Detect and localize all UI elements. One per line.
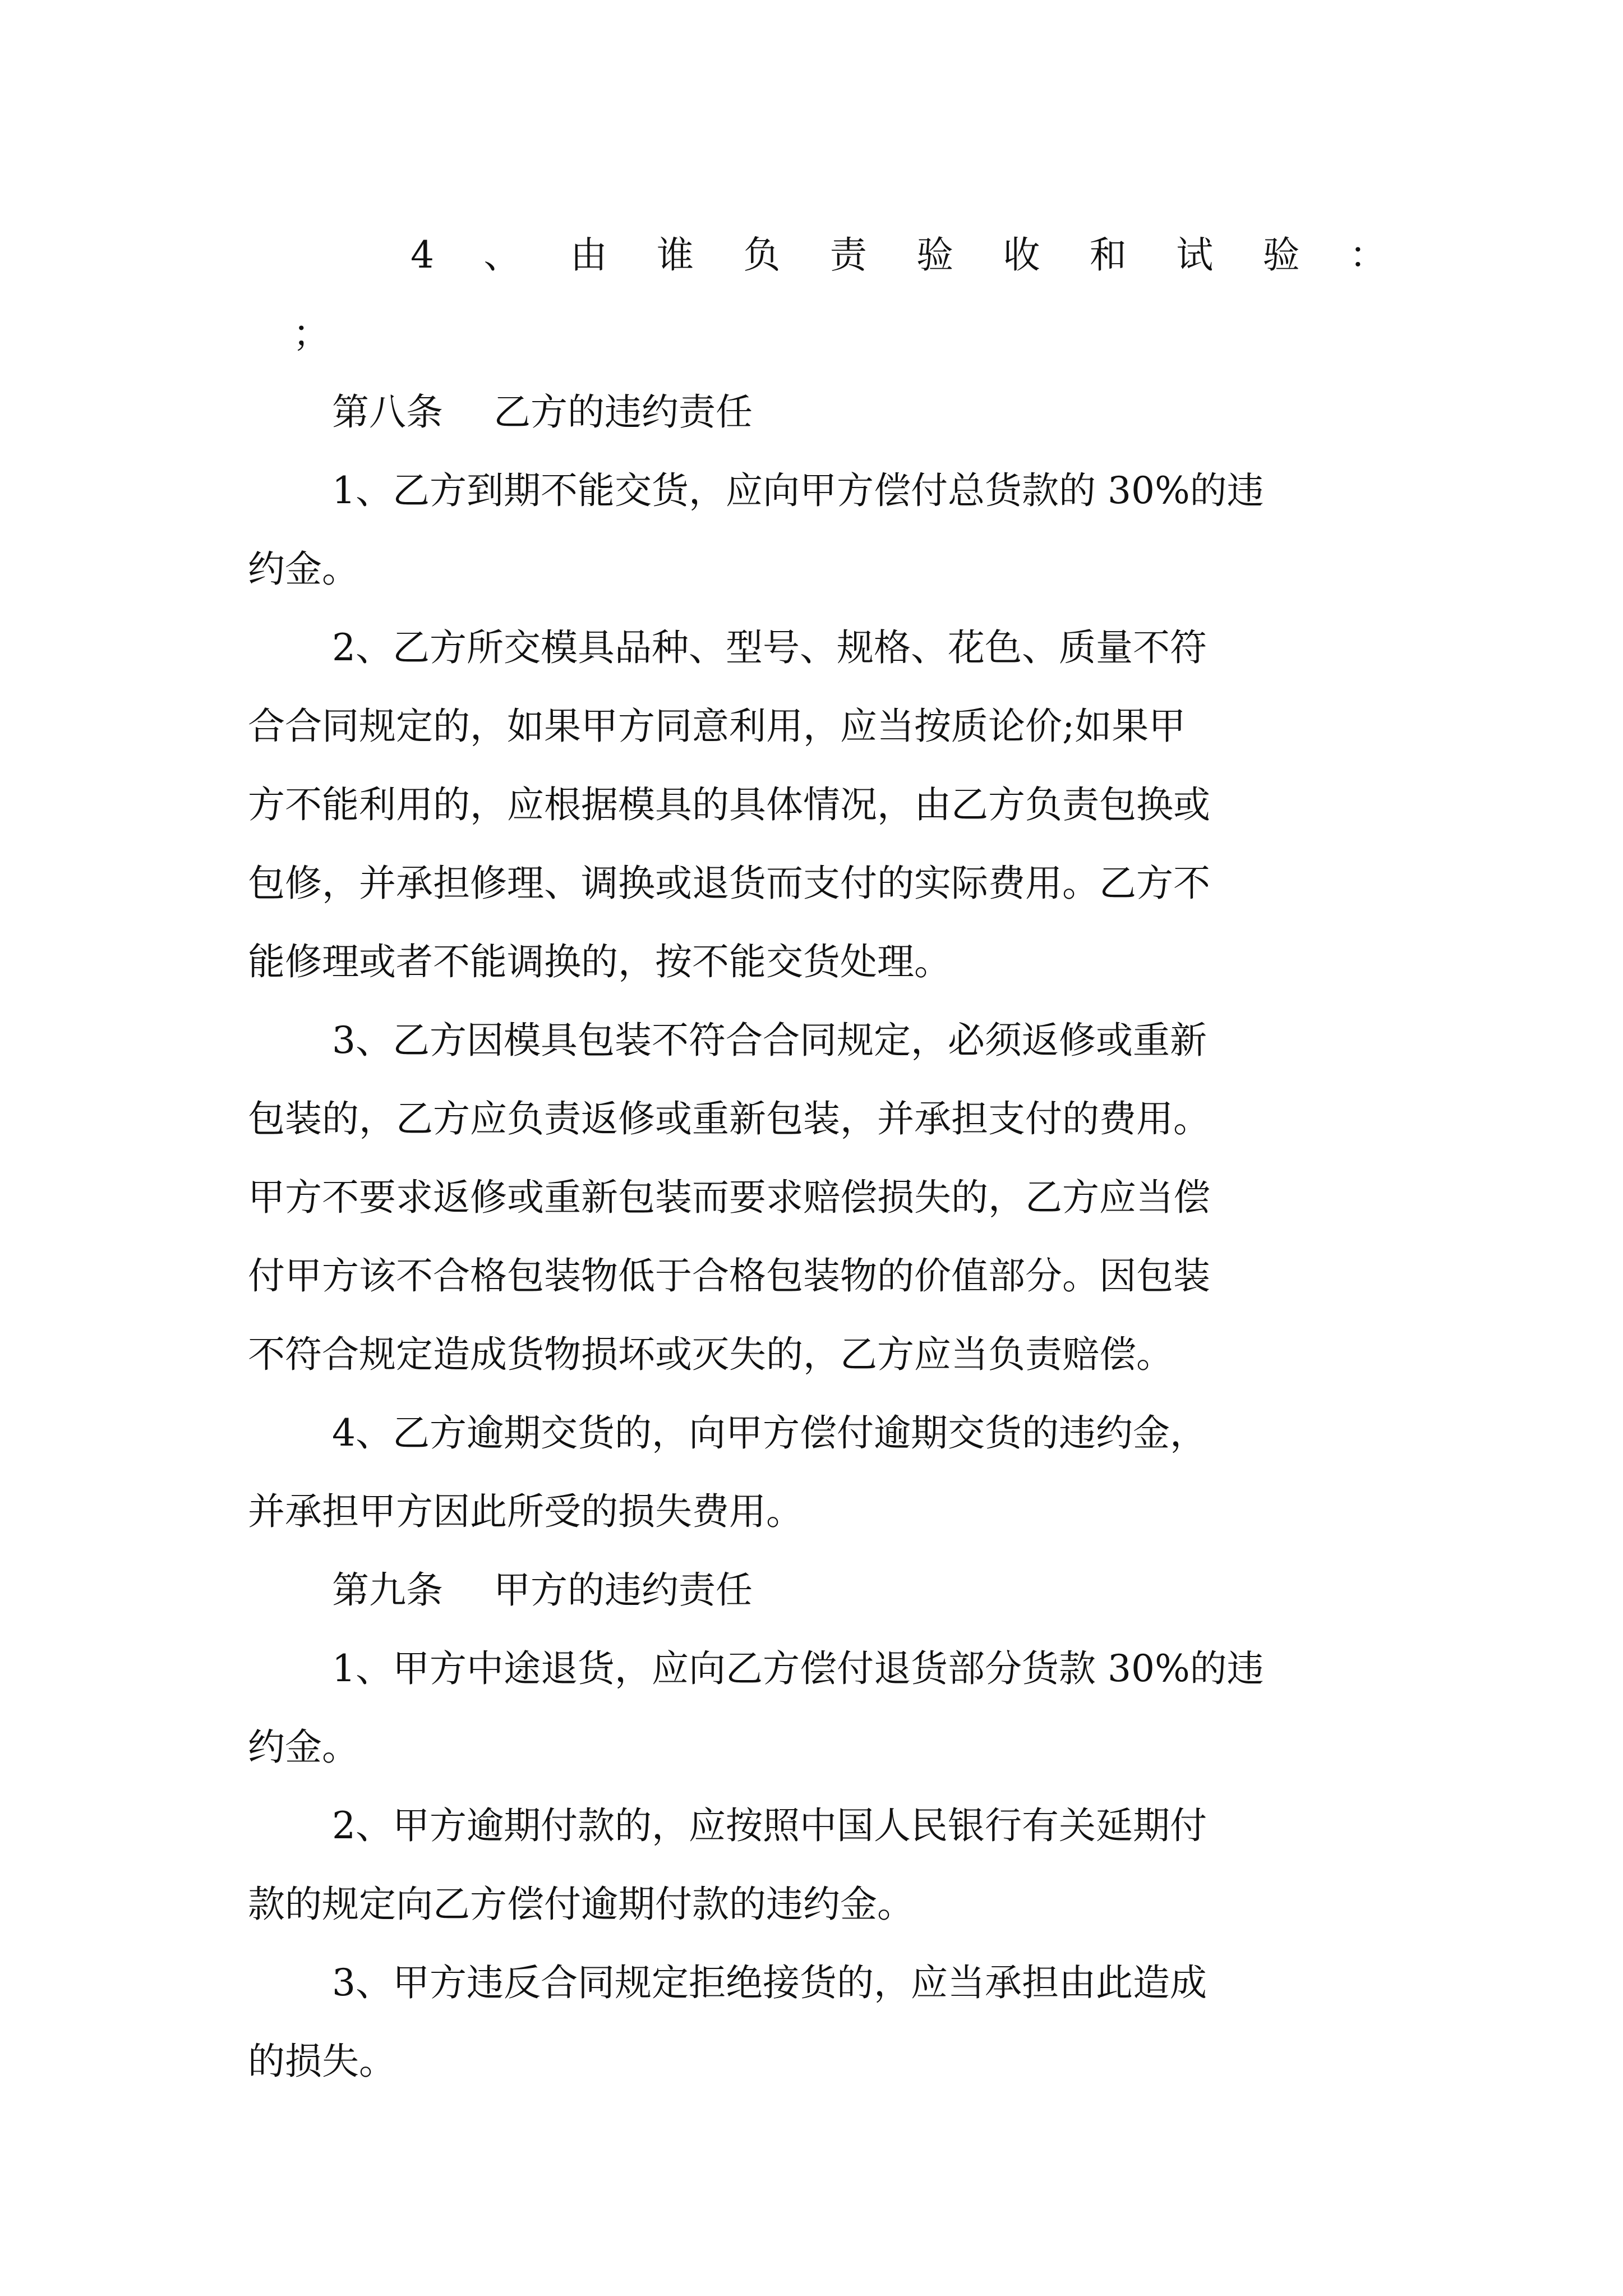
paragraph-line: 款的规定向乙方偿付逾期付款的违约金。 bbox=[248, 1883, 914, 1926]
paragraph-line: 3、甲方违反合同规定拒绝接货的，应当承担由此造成 bbox=[332, 1961, 1207, 2004]
item4-char: 收 bbox=[1003, 233, 1040, 277]
item4-char: 、 bbox=[483, 233, 521, 277]
article9-title: 甲方的违约责任 bbox=[494, 1568, 753, 1612]
item4-char: 由 bbox=[570, 233, 607, 277]
item4-char: 谁 bbox=[657, 233, 694, 277]
item4-char: 负 bbox=[743, 233, 781, 277]
item4-char: 4 bbox=[411, 233, 434, 277]
paragraph-line: 2、乙方所交模具品种、型号、规格、花色、质量不符 bbox=[332, 626, 1207, 669]
article8-title: 乙方的违约责任 bbox=[494, 390, 753, 434]
item4-char: 和 bbox=[1089, 233, 1127, 277]
item4-char: 验 bbox=[916, 233, 954, 277]
item4-char: 责 bbox=[829, 233, 867, 277]
paragraph-line: 并承担甲方因此所受的损失费用。 bbox=[248, 1490, 803, 1533]
paragraph-line: 4、乙方逾期交货的，向甲方偿付逾期交货的违约金， bbox=[332, 1411, 1207, 1455]
item4-line bbox=[248, 216, 1386, 295]
paragraph-line: 的损失。 bbox=[248, 2040, 396, 2083]
paragraph-line: 不符合规定造成货物损坏或灭失的，乙方应当负责赔偿。 bbox=[248, 1333, 1173, 1376]
item4-char: ： bbox=[1349, 233, 1386, 277]
paragraph-line: 1、甲方中途退货，应向乙方偿付退货部分货款 30%的违 bbox=[332, 1647, 1264, 1690]
article9-number: 第九条 bbox=[332, 1568, 443, 1612]
item4-char: 试 bbox=[1176, 233, 1214, 277]
paragraph-line: 甲方不要求返修或重新包装而要求赔偿损失的，乙方应当偿 bbox=[248, 1176, 1210, 1219]
paragraph-line: 包修，并承担修理、调换或退货而支付的实际费用。乙方不 bbox=[248, 862, 1210, 905]
paragraph-line: 付甲方该不合格包装物低于合格包装物的价值部分。因包装 bbox=[248, 1254, 1210, 1297]
article8-number: 第八条 bbox=[332, 390, 443, 434]
article8-heading bbox=[248, 373, 1386, 452]
paragraph-line: 1、乙方到期不能交货，应向甲方偿付总货款的 30%的违 bbox=[332, 469, 1264, 512]
paragraph-line: 包装的，乙方应负责返修或重新包装，并承担支付的费用。 bbox=[248, 1097, 1210, 1140]
item4-tail: ； bbox=[293, 312, 330, 355]
paragraph-line: 3、乙方因模具包装不符合合同规定，必须返修或重新 bbox=[332, 1019, 1207, 1062]
paragraph-line: 合合同规定的，如果甲方同意利用，应当按质论价;如果甲 bbox=[248, 705, 1186, 748]
document-body bbox=[248, 216, 1386, 2101]
paragraph-line: 能修理或者不能调换的，按不能交货处理。 bbox=[248, 940, 951, 983]
paragraph-line: 方不能利用的，应根据模具的具体情况，由乙方负责包换或 bbox=[248, 783, 1210, 826]
paragraph-line: 约金。 bbox=[248, 1726, 359, 1769]
paragraph-line: 2、甲方逾期付款的，应按照中国人民银行有关延期付 bbox=[332, 1804, 1207, 1847]
item4-char: 验 bbox=[1262, 233, 1300, 277]
article9-heading bbox=[248, 1551, 1386, 1630]
paragraph-line: 约金。 bbox=[248, 547, 359, 591]
